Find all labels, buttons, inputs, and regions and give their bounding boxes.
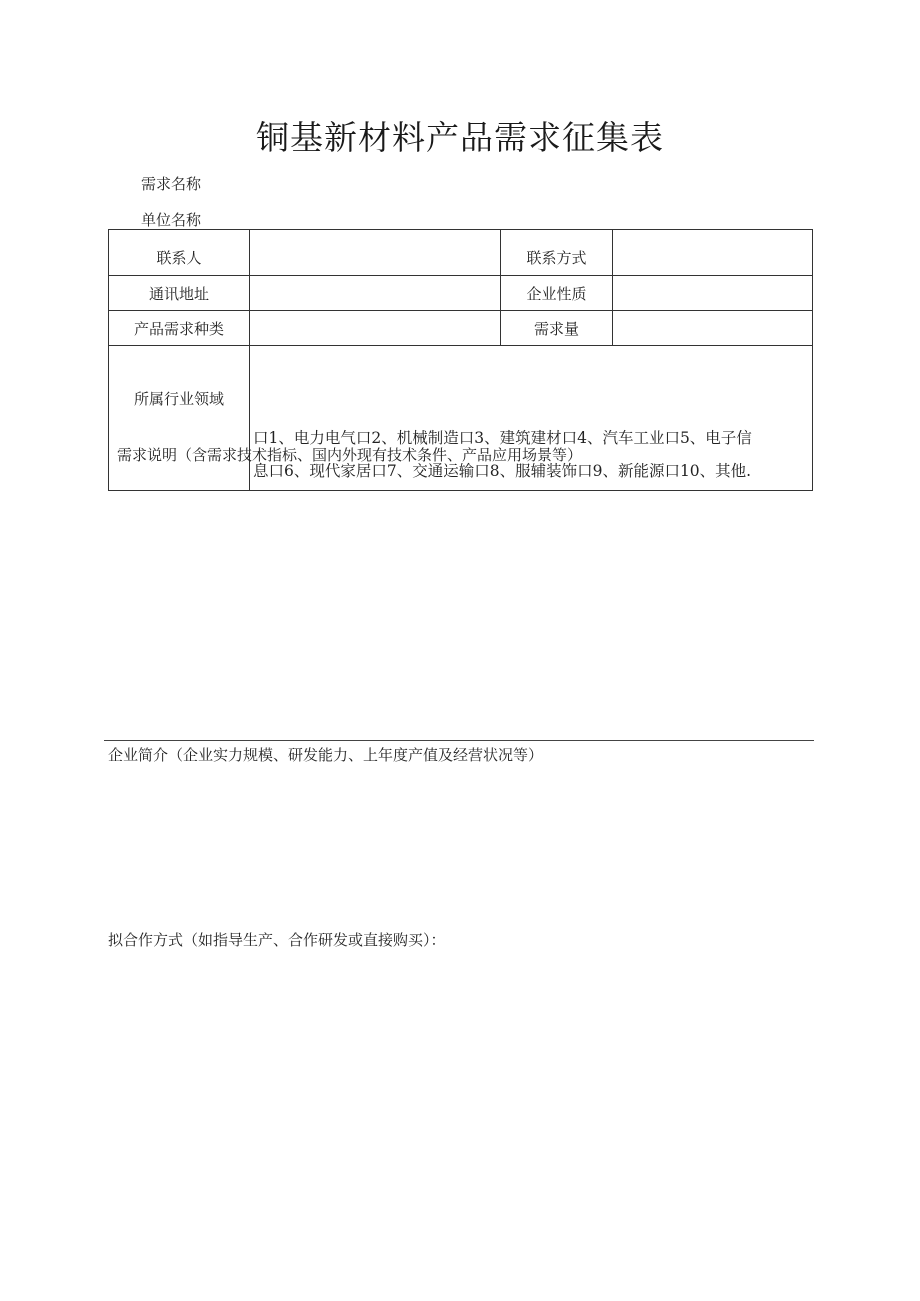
enterprise-nature-field[interactable] <box>613 276 813 311</box>
demand-name-label: 需求名称 <box>141 175 202 193</box>
table-row <box>109 346 813 491</box>
cooperation-method-label: 拟合作方式（如指导生产、合作研发或直接购买）： <box>108 931 446 949</box>
product-category-label: 产品需求种类 <box>109 311 250 346</box>
address-label: 通讯地址 <box>109 276 250 311</box>
industry-label: 所属行业领域 <box>109 346 250 491</box>
industry-options-line-2: 息口6、现代家居口7、交通运输口8、服辅装饰口9、新能源口10、其他. <box>253 462 752 480</box>
industry-options[interactable] <box>250 346 813 491</box>
table-row <box>109 230 813 276</box>
section-divider <box>104 740 814 741</box>
product-category-field[interactable] <box>250 311 501 346</box>
table-row <box>109 311 813 346</box>
contact-person-label: 联系人 <box>109 230 250 276</box>
unit-name-label: 单位名称 <box>141 211 202 229</box>
demand-description-label: 需求说明（含需求技术指标、国内外现有技术条件、产品应用场景等） <box>117 446 583 464</box>
form-title: 铜基新材料产品需求征集表 <box>256 118 664 157</box>
contact-person-field[interactable] <box>250 230 501 276</box>
contact-method-label: 联系方式 <box>501 230 613 276</box>
contact-method-field[interactable] <box>613 230 813 276</box>
enterprise-nature-label: 企业性质 <box>501 276 613 311</box>
demand-quantity-field[interactable] <box>613 311 813 346</box>
industry-options-line-1: 口1、电力电气口2、机械制造口3、建筑建材口4、汽车工业口5、电子信 <box>253 429 752 447</box>
company-profile-label: 企业简介（企业实力规模、研发能力、上年度产值及经营状况等） <box>108 746 544 764</box>
address-field[interactable] <box>250 276 501 311</box>
table-row <box>109 276 813 311</box>
demand-quantity-label: 需求量 <box>501 311 613 346</box>
